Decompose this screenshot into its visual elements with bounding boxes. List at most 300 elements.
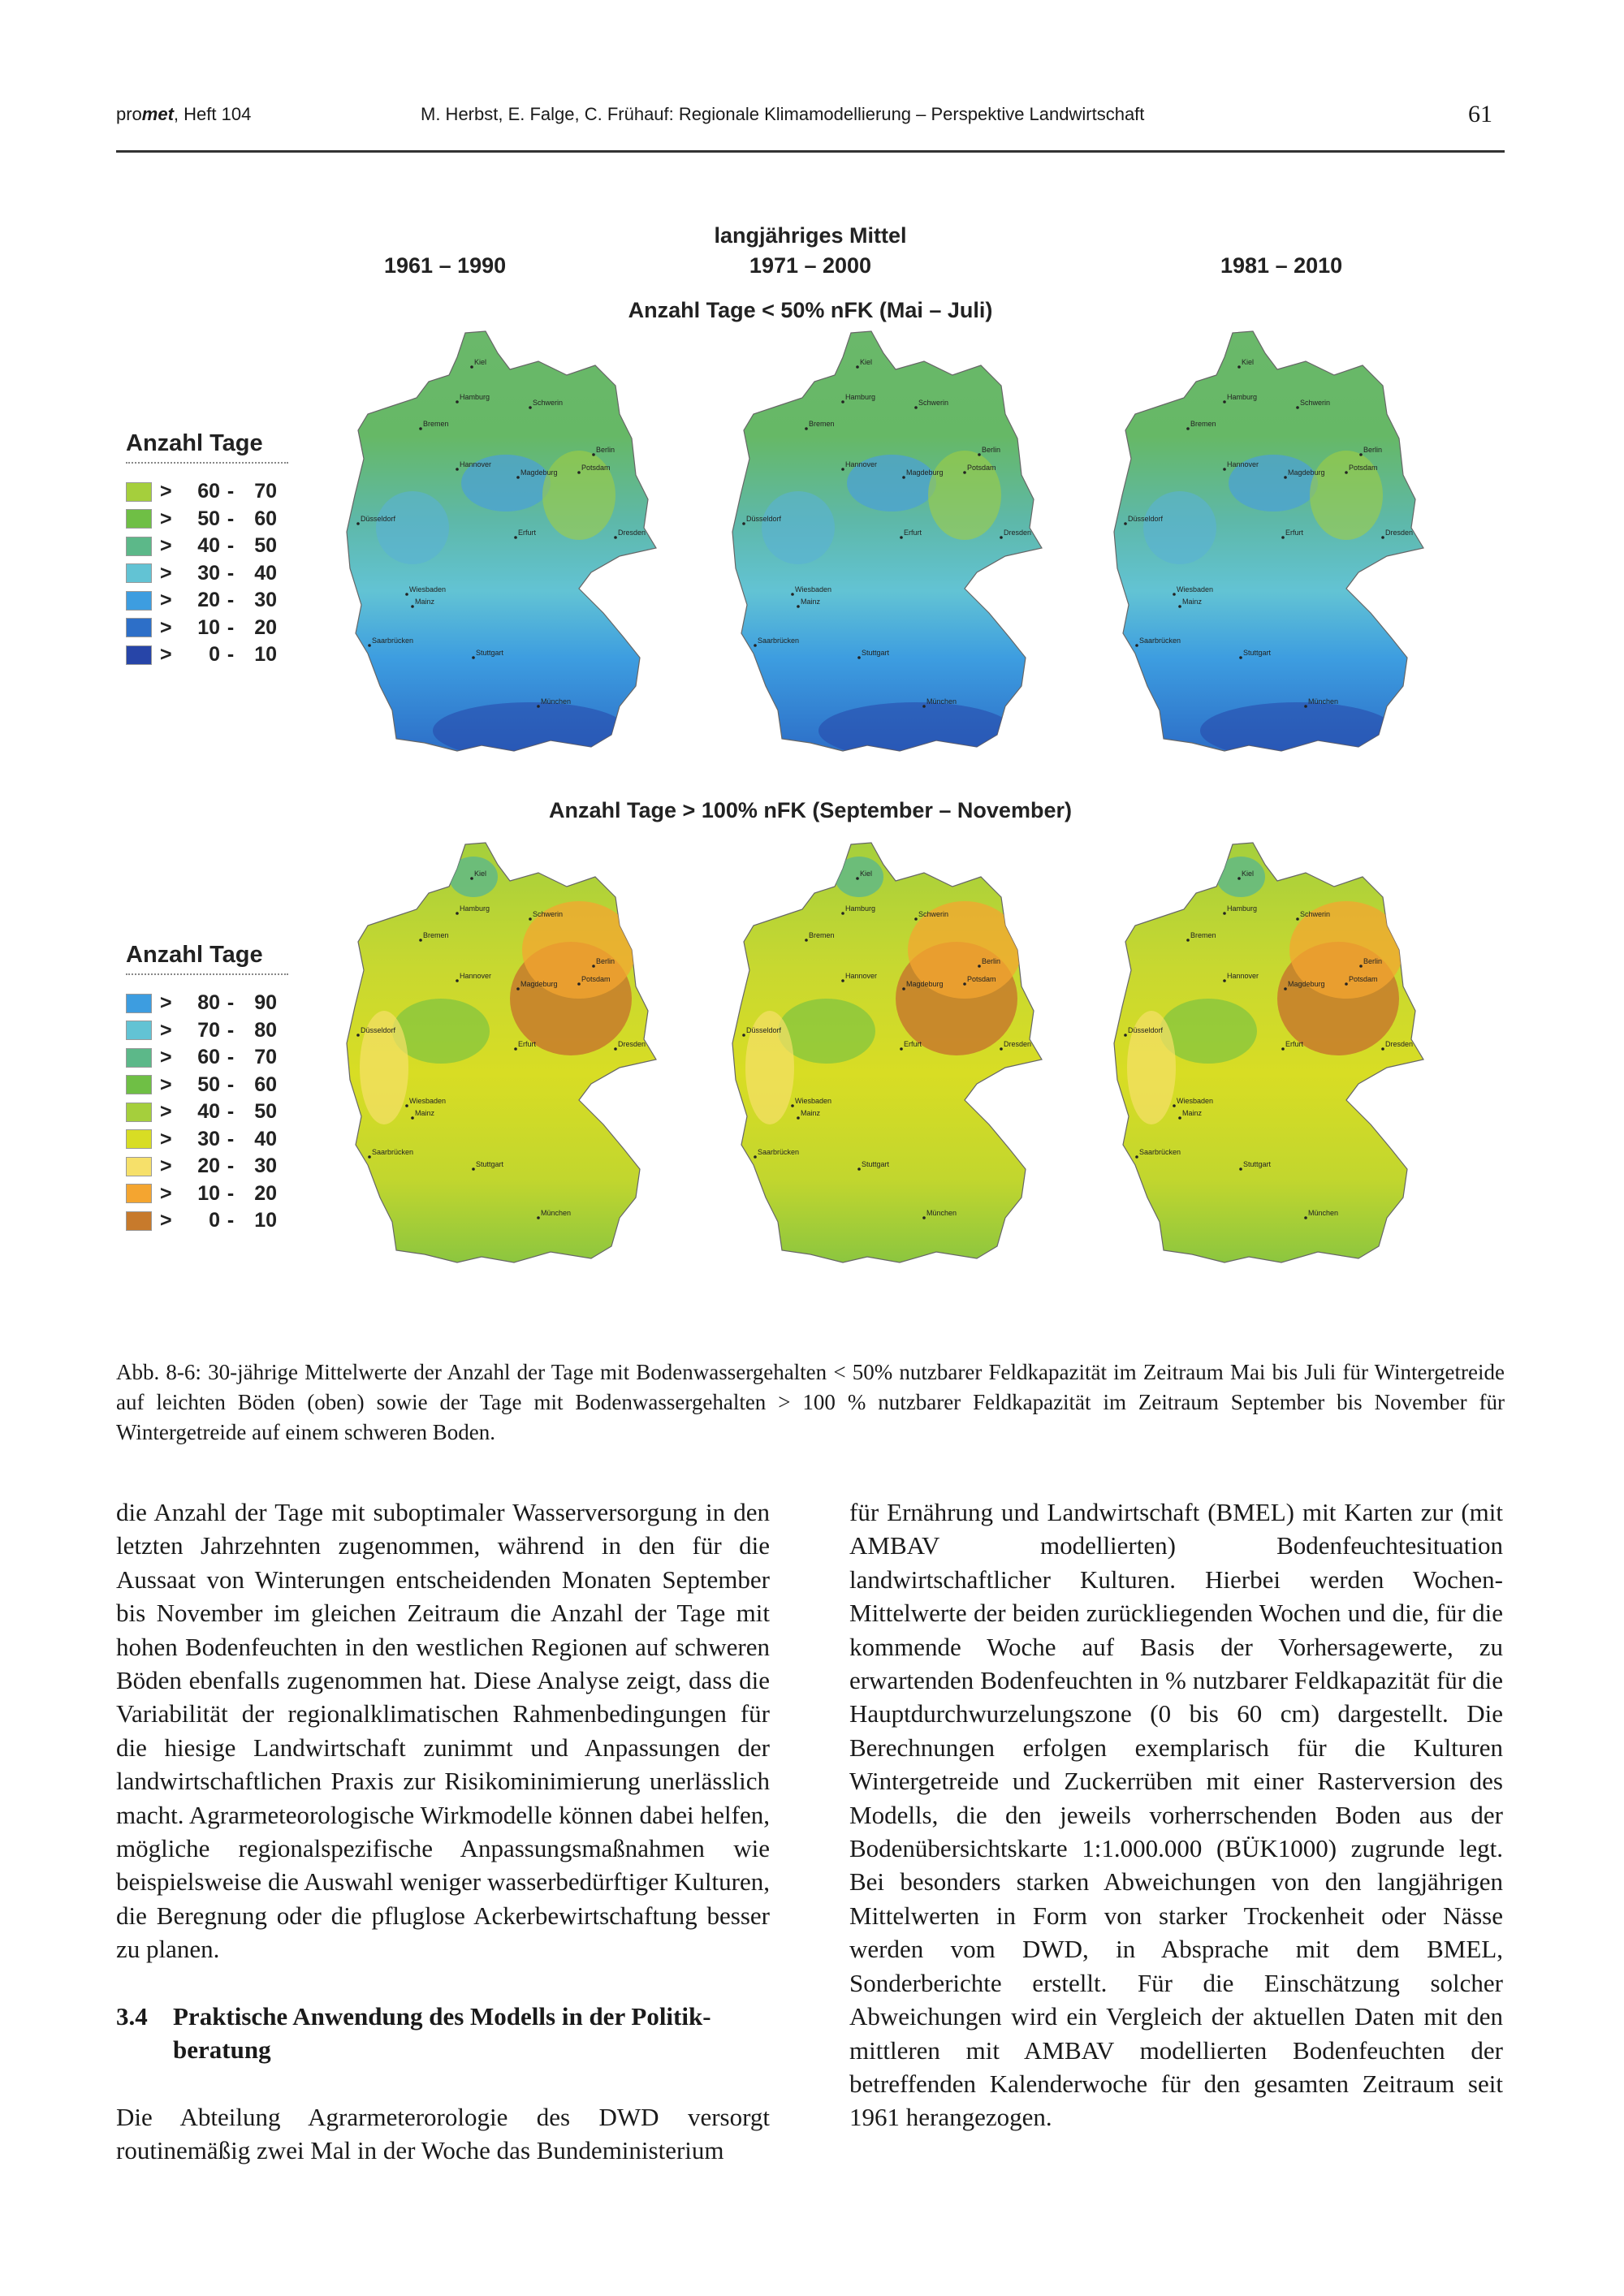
- city-label: Wiesbaden: [1177, 585, 1214, 593]
- legend-low: 20: [197, 589, 220, 612]
- city-label: Dresden: [618, 529, 646, 537]
- city-marker: [577, 471, 581, 474]
- legend-low: 20: [197, 1154, 220, 1178]
- city-label: Erfurt: [1285, 529, 1304, 537]
- germany-map-svg: [335, 836, 668, 1291]
- map-patch: [1200, 702, 1395, 759]
- city-label: München: [926, 1209, 957, 1217]
- city-label: Wiesbaden: [409, 1097, 447, 1105]
- city-marker: [368, 1155, 371, 1159]
- legend-dash: -: [227, 589, 235, 612]
- legend-dash: -: [227, 991, 235, 1015]
- city-marker: [900, 536, 903, 539]
- legend-swatch: [126, 1157, 152, 1176]
- city-marker: [516, 476, 520, 479]
- legend-dash: -: [227, 1154, 235, 1178]
- legend-high: 60: [254, 1072, 277, 1096]
- legend-swatch: [126, 1075, 152, 1094]
- legend-gt: >: [160, 589, 172, 612]
- city-label: Düsseldorf: [1128, 1026, 1164, 1034]
- city-marker: [1223, 468, 1226, 471]
- city-label: Hannover: [845, 972, 878, 980]
- city-label: München: [541, 697, 572, 706]
- city-label: Hamburg: [1227, 393, 1258, 401]
- legend-low: 40: [197, 534, 220, 558]
- legend-swatch: [126, 509, 152, 529]
- city-label: München: [926, 697, 957, 706]
- city-label: Hannover: [460, 972, 492, 980]
- city-label: Saarbrücken: [758, 637, 800, 645]
- city-label: Mainz: [1182, 598, 1203, 606]
- city-label: Berlin: [1363, 957, 1383, 965]
- legend-dash: -: [227, 1072, 235, 1096]
- city-marker: [742, 1034, 745, 1037]
- legend-dash: -: [227, 643, 235, 667]
- city-marker: [791, 1104, 794, 1107]
- city-label: Wiesbaden: [795, 1097, 832, 1105]
- city-marker: [456, 468, 459, 471]
- city-label: Saarbrücken: [372, 1148, 414, 1156]
- city-label: Bremen: [423, 931, 449, 939]
- city-marker: [797, 605, 800, 608]
- city-marker: [1345, 982, 1348, 986]
- city-marker: [1223, 979, 1226, 982]
- legend-row: [126, 1072, 288, 1099]
- city-label: Wiesbaden: [795, 585, 832, 593]
- legend-swatch: [126, 563, 152, 583]
- germany-map-svg: [1103, 325, 1436, 779]
- city-label: Hamburg: [845, 904, 876, 913]
- city-marker: [1284, 476, 1287, 479]
- period-label-3: 1981 – 2010: [1220, 253, 1343, 278]
- city-marker: [856, 365, 859, 369]
- city-label: Stuttgart: [476, 1160, 504, 1168]
- legend-swatch: [126, 618, 152, 637]
- running-title: M. Herbst, E. Falge, C. Frühauf: Regionale Klimamodellierung – Perspektive Landwirtschaft: [421, 104, 1145, 124]
- city-marker: [1186, 427, 1190, 430]
- city-label: Saarbrücken: [758, 1148, 800, 1156]
- legend-dash: -: [227, 1100, 235, 1124]
- city-marker: [857, 656, 861, 659]
- city-label: Berlin: [596, 957, 615, 965]
- legend-high: 40: [254, 561, 277, 585]
- city-marker: [356, 1034, 360, 1037]
- city-label: Stuttgart: [862, 1160, 890, 1168]
- city-label: Stuttgart: [1243, 1160, 1272, 1168]
- city-marker: [592, 965, 595, 968]
- city-label: Schwerin: [918, 399, 949, 407]
- legend-high: 20: [254, 615, 277, 639]
- left-paragraph: die Anzahl der Tage mit suboptimaler Wasserversorgung in den letzten Jahrzehnten zugenommen, während in den für die Aussaat von Winterungen entscheidenden Monaten September bis November im gleichen Zeitraum die Anzahl der Tage mit hohen Bodenfeuchten in den westlichen Regionen auf schweren Böden ebenfalls zugenommen hat. Diese Analyse zeigt, dass die Variabilität der regionalklimatischen Rahmenbedingungen für die hiesige Landwirtschaft zunimmt und Anpassungen der landwirtschaftlichen Praxis zur Risikominimierung unerlässlich macht. Agrarmeteorologische Wirkmodelle können dabei helfen, mögliche regionalspezifische Anpassungsmaßnahmen wie beispielsweise die Auswahl weniger wasserbedürftiger Kulturen, die Beregnung oder die pfluglose Ackerbewirtschaftung besser zu planen.: [116, 1498, 770, 1964]
- city-label: Schwerin: [1300, 399, 1331, 407]
- legend-row: [126, 560, 288, 588]
- legend-low: 80: [197, 991, 220, 1015]
- city-marker: [841, 979, 844, 982]
- city-marker: [456, 912, 459, 915]
- city-label: Stuttgart: [862, 649, 890, 657]
- legend-row: [126, 1153, 288, 1180]
- legend-swatch: [126, 1184, 152, 1203]
- legend-high: 40: [254, 1127, 277, 1150]
- section-number: 3.4: [116, 2001, 148, 2031]
- legend-row: [126, 1098, 288, 1126]
- city-label: Potsdam: [1349, 975, 1378, 983]
- city-marker: [978, 965, 981, 968]
- city-label: Bremen: [423, 420, 449, 428]
- city-marker: [1359, 965, 1363, 968]
- city-marker: [914, 917, 918, 921]
- legend-row: [126, 1126, 288, 1154]
- city-marker: [1173, 1104, 1176, 1107]
- legend-swatch: [126, 482, 152, 502]
- legend-high: 10: [254, 1209, 277, 1232]
- city-label: Magdeburg: [520, 980, 558, 988]
- city-label: Berlin: [596, 446, 615, 454]
- city-marker: [456, 400, 459, 404]
- city-label: Bremen: [809, 931, 835, 939]
- legend-swatch: [126, 537, 152, 556]
- map-top-1981-2010: [1103, 325, 1436, 779]
- legend-high: 20: [254, 1181, 277, 1205]
- legend-row: [126, 478, 288, 506]
- legend-high: 30: [254, 1154, 277, 1178]
- city-marker: [456, 979, 459, 982]
- legend-swatch: [126, 591, 152, 611]
- legend-high: 70: [254, 1046, 277, 1069]
- legend-gt: >: [160, 643, 172, 667]
- city-marker: [902, 476, 905, 479]
- legend-low: 0: [209, 1209, 220, 1232]
- city-label: Stuttgart: [476, 649, 504, 657]
- section-heading: [116, 2000, 770, 2067]
- city-marker: [419, 939, 422, 942]
- city-marker: [1237, 877, 1241, 880]
- city-label: Bremen: [1190, 931, 1216, 939]
- city-marker: [1124, 522, 1127, 525]
- legend-low: 50: [197, 507, 220, 530]
- map-patch: [449, 857, 498, 897]
- city-marker: [470, 877, 473, 880]
- legend-dash: -: [227, 534, 235, 558]
- city-marker: [537, 1216, 540, 1219]
- city-label: Stuttgart: [1243, 649, 1272, 657]
- city-label: Berlin: [982, 957, 1001, 965]
- city-label: Düsseldorf: [361, 515, 396, 523]
- city-label: Potsdam: [581, 464, 611, 472]
- city-label: Hamburg: [460, 904, 490, 913]
- city-label: Dresden: [1385, 529, 1414, 537]
- legend-row: [126, 587, 288, 615]
- page-number: 61: [1468, 101, 1492, 127]
- legend-gt: >: [160, 1046, 172, 1069]
- legend-dash: -: [227, 1127, 235, 1150]
- legend-gt: >: [160, 534, 172, 558]
- legend-swatch: [126, 1048, 152, 1068]
- left-column: [116, 1495, 770, 2167]
- city-label: Schwerin: [1300, 910, 1331, 918]
- city-label: Potsdam: [1349, 464, 1378, 472]
- city-marker: [856, 877, 859, 880]
- city-label: Dresden: [1385, 1040, 1414, 1048]
- city-marker: [472, 656, 475, 659]
- city-label: Hannover: [460, 460, 492, 468]
- legend-low: 30: [197, 1127, 220, 1150]
- city-label: Hamburg: [460, 393, 490, 401]
- legend-low: 50: [197, 1072, 220, 1096]
- city-marker: [900, 1047, 903, 1051]
- city-marker: [1000, 1047, 1003, 1051]
- city-label: Kiel: [860, 358, 873, 366]
- city-marker: [514, 536, 517, 539]
- city-marker: [742, 522, 745, 525]
- city-label: Saarbrücken: [1139, 637, 1181, 645]
- city-label: Berlin: [982, 446, 1001, 454]
- city-marker: [1000, 536, 1003, 539]
- legend-dash: -: [227, 507, 235, 530]
- figure-supertitle: langjähriges Mittel: [714, 223, 907, 248]
- city-marker: [529, 406, 532, 409]
- city-label: Erfurt: [518, 1040, 537, 1048]
- city-label: Bremen: [1190, 420, 1216, 428]
- legend-swatch: [126, 994, 152, 1013]
- city-label: Mainz: [415, 1109, 435, 1117]
- legend-bottom: [126, 942, 288, 1235]
- map-top-1961-1990: [335, 325, 668, 779]
- legend-gt: >: [160, 991, 172, 1015]
- city-label: München: [1308, 1209, 1339, 1217]
- city-marker: [1381, 1047, 1384, 1051]
- city-marker: [797, 1116, 800, 1120]
- legend-bottom-title: Anzahl Tage: [126, 942, 263, 968]
- city-marker: [963, 471, 966, 474]
- city-label: Hannover: [1227, 972, 1259, 980]
- journal-pre: pro: [116, 104, 142, 124]
- city-label: Magdeburg: [520, 468, 558, 477]
- city-label: München: [541, 1209, 572, 1217]
- city-label: Saarbrücken: [1139, 1148, 1181, 1156]
- city-marker: [472, 1167, 475, 1171]
- city-label: Kiel: [474, 358, 487, 366]
- city-label: Mainz: [415, 598, 435, 606]
- city-label: Magdeburg: [1288, 980, 1325, 988]
- city-label: Erfurt: [904, 529, 922, 537]
- city-label: Schwerin: [533, 910, 564, 918]
- legend-row: [126, 615, 288, 642]
- right-paragraph: für Ernährung und Landwirtschaft (BMEL) mit Karten zur (mit AMBAV modellierten) Bodenfeuchtesituation landwirtschaftlicher Kulturen. Hierbei werden Wochen-Mittelwerte der beiden zurückliegenden Wochen und die, für die kommende Woche auf Basis der Vorhersagewerte, zu erwartenden Bodenfeuchten in % nutzbarer Feldkapazität für die Hauptdurchwurzelungszone (0 bis 60 cm) dargestellt. Die Berechnungen erfolgen exemplarisch für die Kulturen Wintergetreide und Zuckerrüben mit einer Rasterversion des Modells, die den jeweils vorherrschenden Boden aus der Bodenübersichtskarte 1:1.000.000 (BÜK1000) zugrunde legt. Bei besonders starken Abweichungen von den langjährigen Mittelwerten in Form von starker Trockenheit oder Nässe werden vom DWD, in Absprache mit dem BMEL, Sonderberichte erstellt. Für die Einschätzung solcher Abweichungen wird ein Vergleich der aktuellen Daten mit den mittleren mit AMBAV modellierten Bodenfeuchten der betreffenden Kalenderwoche für den gesamten Zeitraum seit 1961 herangezogen.: [849, 1498, 1503, 2132]
- city-marker: [978, 453, 981, 456]
- figure: [116, 207, 1505, 1336]
- city-label: Kiel: [860, 870, 873, 878]
- city-label: Erfurt: [518, 529, 537, 537]
- city-marker: [411, 605, 414, 608]
- city-marker: [368, 644, 371, 647]
- legend-gt: >: [160, 561, 172, 585]
- city-marker: [1186, 939, 1190, 942]
- legend-gt: >: [160, 1100, 172, 1124]
- city-label: Düsseldorf: [746, 1026, 782, 1034]
- legend-bottom-rows: [126, 990, 288, 1235]
- city-label: Dresden: [618, 1040, 646, 1048]
- city-label: Kiel: [474, 870, 487, 878]
- city-marker: [1345, 471, 1348, 474]
- legend-high: 80: [254, 1018, 277, 1042]
- legend-low: 70: [197, 1018, 220, 1042]
- legend-gt: >: [160, 615, 172, 639]
- city-label: Hannover: [1227, 460, 1259, 468]
- section-title-line1: Praktische Anwendung des Modells in der Politik-: [173, 2001, 711, 2031]
- period-label-1: 1961 – 1990: [384, 253, 507, 278]
- city-marker: [1296, 917, 1299, 921]
- legend-top: [126, 430, 288, 669]
- city-label: Erfurt: [904, 1040, 922, 1048]
- legend-low: 0: [209, 643, 220, 667]
- city-marker: [805, 939, 808, 942]
- city-marker: [1284, 987, 1287, 990]
- legend-dash: -: [227, 1018, 235, 1042]
- legend-row: [126, 506, 288, 533]
- legend-top-title: Anzahl Tage: [126, 430, 263, 456]
- legend-low: 30: [197, 561, 220, 585]
- city-marker: [1135, 1155, 1138, 1159]
- city-marker: [841, 400, 844, 404]
- city-label: Düsseldorf: [1128, 515, 1164, 523]
- city-label: Dresden: [1004, 1040, 1032, 1048]
- city-marker: [1281, 536, 1285, 539]
- germany-map-svg: [335, 325, 668, 779]
- legend-low: 60: [197, 480, 220, 503]
- legend-low: 10: [197, 1181, 220, 1205]
- map-patch: [433, 702, 628, 759]
- legend-gt: >: [160, 507, 172, 530]
- legend-row: [126, 1207, 288, 1235]
- legend-row: [126, 990, 288, 1017]
- legend-high: 90: [254, 991, 277, 1015]
- legend-row: [126, 1180, 288, 1208]
- legend-dash: -: [227, 1181, 235, 1205]
- city-marker: [1178, 1116, 1181, 1120]
- city-marker: [805, 427, 808, 430]
- legend-swatch: [126, 1129, 152, 1149]
- city-marker: [577, 982, 581, 986]
- legend-swatch: [126, 1103, 152, 1122]
- map-patch: [835, 857, 883, 897]
- map-patch: [762, 491, 835, 564]
- legend-high: 30: [254, 589, 277, 612]
- top-panel-title: Anzahl Tage < 50% nFK (Mai – Juli): [628, 298, 993, 322]
- legend-gt: >: [160, 1209, 172, 1232]
- germany-map-svg: [1103, 836, 1436, 1291]
- city-marker: [841, 912, 844, 915]
- city-label: Düsseldorf: [746, 515, 782, 523]
- city-marker: [405, 1104, 408, 1107]
- city-marker: [1178, 605, 1181, 608]
- city-label: Saarbrücken: [372, 637, 414, 645]
- city-marker: [754, 1155, 757, 1159]
- city-marker: [614, 1047, 617, 1051]
- city-label: Magdeburg: [906, 980, 944, 988]
- city-marker: [1281, 1047, 1285, 1051]
- city-marker: [614, 536, 617, 539]
- map-patch: [818, 702, 1013, 759]
- city-marker: [537, 705, 540, 708]
- city-marker: [791, 593, 794, 596]
- city-label: Hamburg: [1227, 904, 1258, 913]
- city-marker: [405, 593, 408, 596]
- city-label: Potsdam: [967, 464, 996, 472]
- city-marker: [356, 522, 360, 525]
- city-label: Dresden: [1004, 529, 1032, 537]
- city-marker: [1124, 1034, 1127, 1037]
- city-marker: [1304, 1216, 1307, 1219]
- city-marker: [1359, 453, 1363, 456]
- city-marker: [1173, 593, 1176, 596]
- city-marker: [1135, 644, 1138, 647]
- legend-gt: >: [160, 1181, 172, 1205]
- figure-caption: Abb. 8-6: 30-jährige Mittelwerte der Anzahl der Tage mit Bodenwassergehalten < 50% nutzbarer Feldkapazität im Zeitraum Mai bis Juli für Wintergetreide auf leichten Böden (oben) sowie der Tage mit Bodenwassergehalten > 100 % nutzbarer Feldkapazität im Zeitraum September bis November für Wintergetreide auf einem schweren Boden.: [116, 1360, 1505, 1444]
- legend-gt: >: [160, 1018, 172, 1042]
- city-label: Mainz: [801, 598, 821, 606]
- period-label-2: 1971 – 2000: [749, 253, 872, 278]
- legend-dash: -: [227, 561, 235, 585]
- city-label: Berlin: [1363, 446, 1383, 454]
- city-marker: [1304, 705, 1307, 708]
- legend-low: 40: [197, 1100, 220, 1124]
- city-label: Magdeburg: [906, 468, 944, 477]
- map-bottom-1961-1990: [335, 836, 668, 1291]
- section-title-line2: beratung: [173, 2035, 271, 2065]
- legend-swatch: [126, 1021, 152, 1040]
- city-marker: [922, 705, 926, 708]
- legend-low: 10: [197, 615, 220, 639]
- legend-row: [126, 1044, 288, 1072]
- legend-dash: -: [227, 1209, 235, 1232]
- city-marker: [419, 427, 422, 430]
- city-marker: [592, 453, 595, 456]
- city-marker: [1223, 400, 1226, 404]
- city-marker: [1381, 536, 1384, 539]
- bottom-panel-title: Anzahl Tage > 100% nFK (September – November): [549, 798, 1072, 822]
- right-column: [849, 1495, 1503, 2134]
- city-label: Wiesbaden: [409, 585, 447, 593]
- city-label: Wiesbaden: [1177, 1097, 1214, 1105]
- journal-name: [116, 104, 251, 125]
- legend-swatch: [126, 645, 152, 665]
- city-label: Potsdam: [967, 975, 996, 983]
- legend-low: 60: [197, 1046, 220, 1069]
- city-marker: [516, 987, 520, 990]
- legend-gt: >: [160, 480, 172, 503]
- city-marker: [514, 1047, 517, 1051]
- legend-gt: >: [160, 1127, 172, 1150]
- legend-swatch: [126, 1211, 152, 1231]
- city-label: Hannover: [845, 460, 878, 468]
- city-label: München: [1308, 697, 1339, 706]
- city-label: Potsdam: [581, 975, 611, 983]
- city-marker: [529, 917, 532, 921]
- map-bottom-1971-2000: [721, 836, 1054, 1291]
- city-marker: [1296, 406, 1299, 409]
- city-marker: [1237, 365, 1241, 369]
- legend-row: [126, 641, 288, 669]
- legend-dash: -: [227, 480, 235, 503]
- city-label: Hamburg: [845, 393, 876, 401]
- city-marker: [754, 644, 757, 647]
- legend-row: [126, 533, 288, 560]
- city-label: Bremen: [809, 420, 835, 428]
- legend-high: 10: [254, 643, 277, 667]
- legend-dash: -: [227, 1046, 235, 1069]
- city-marker: [963, 982, 966, 986]
